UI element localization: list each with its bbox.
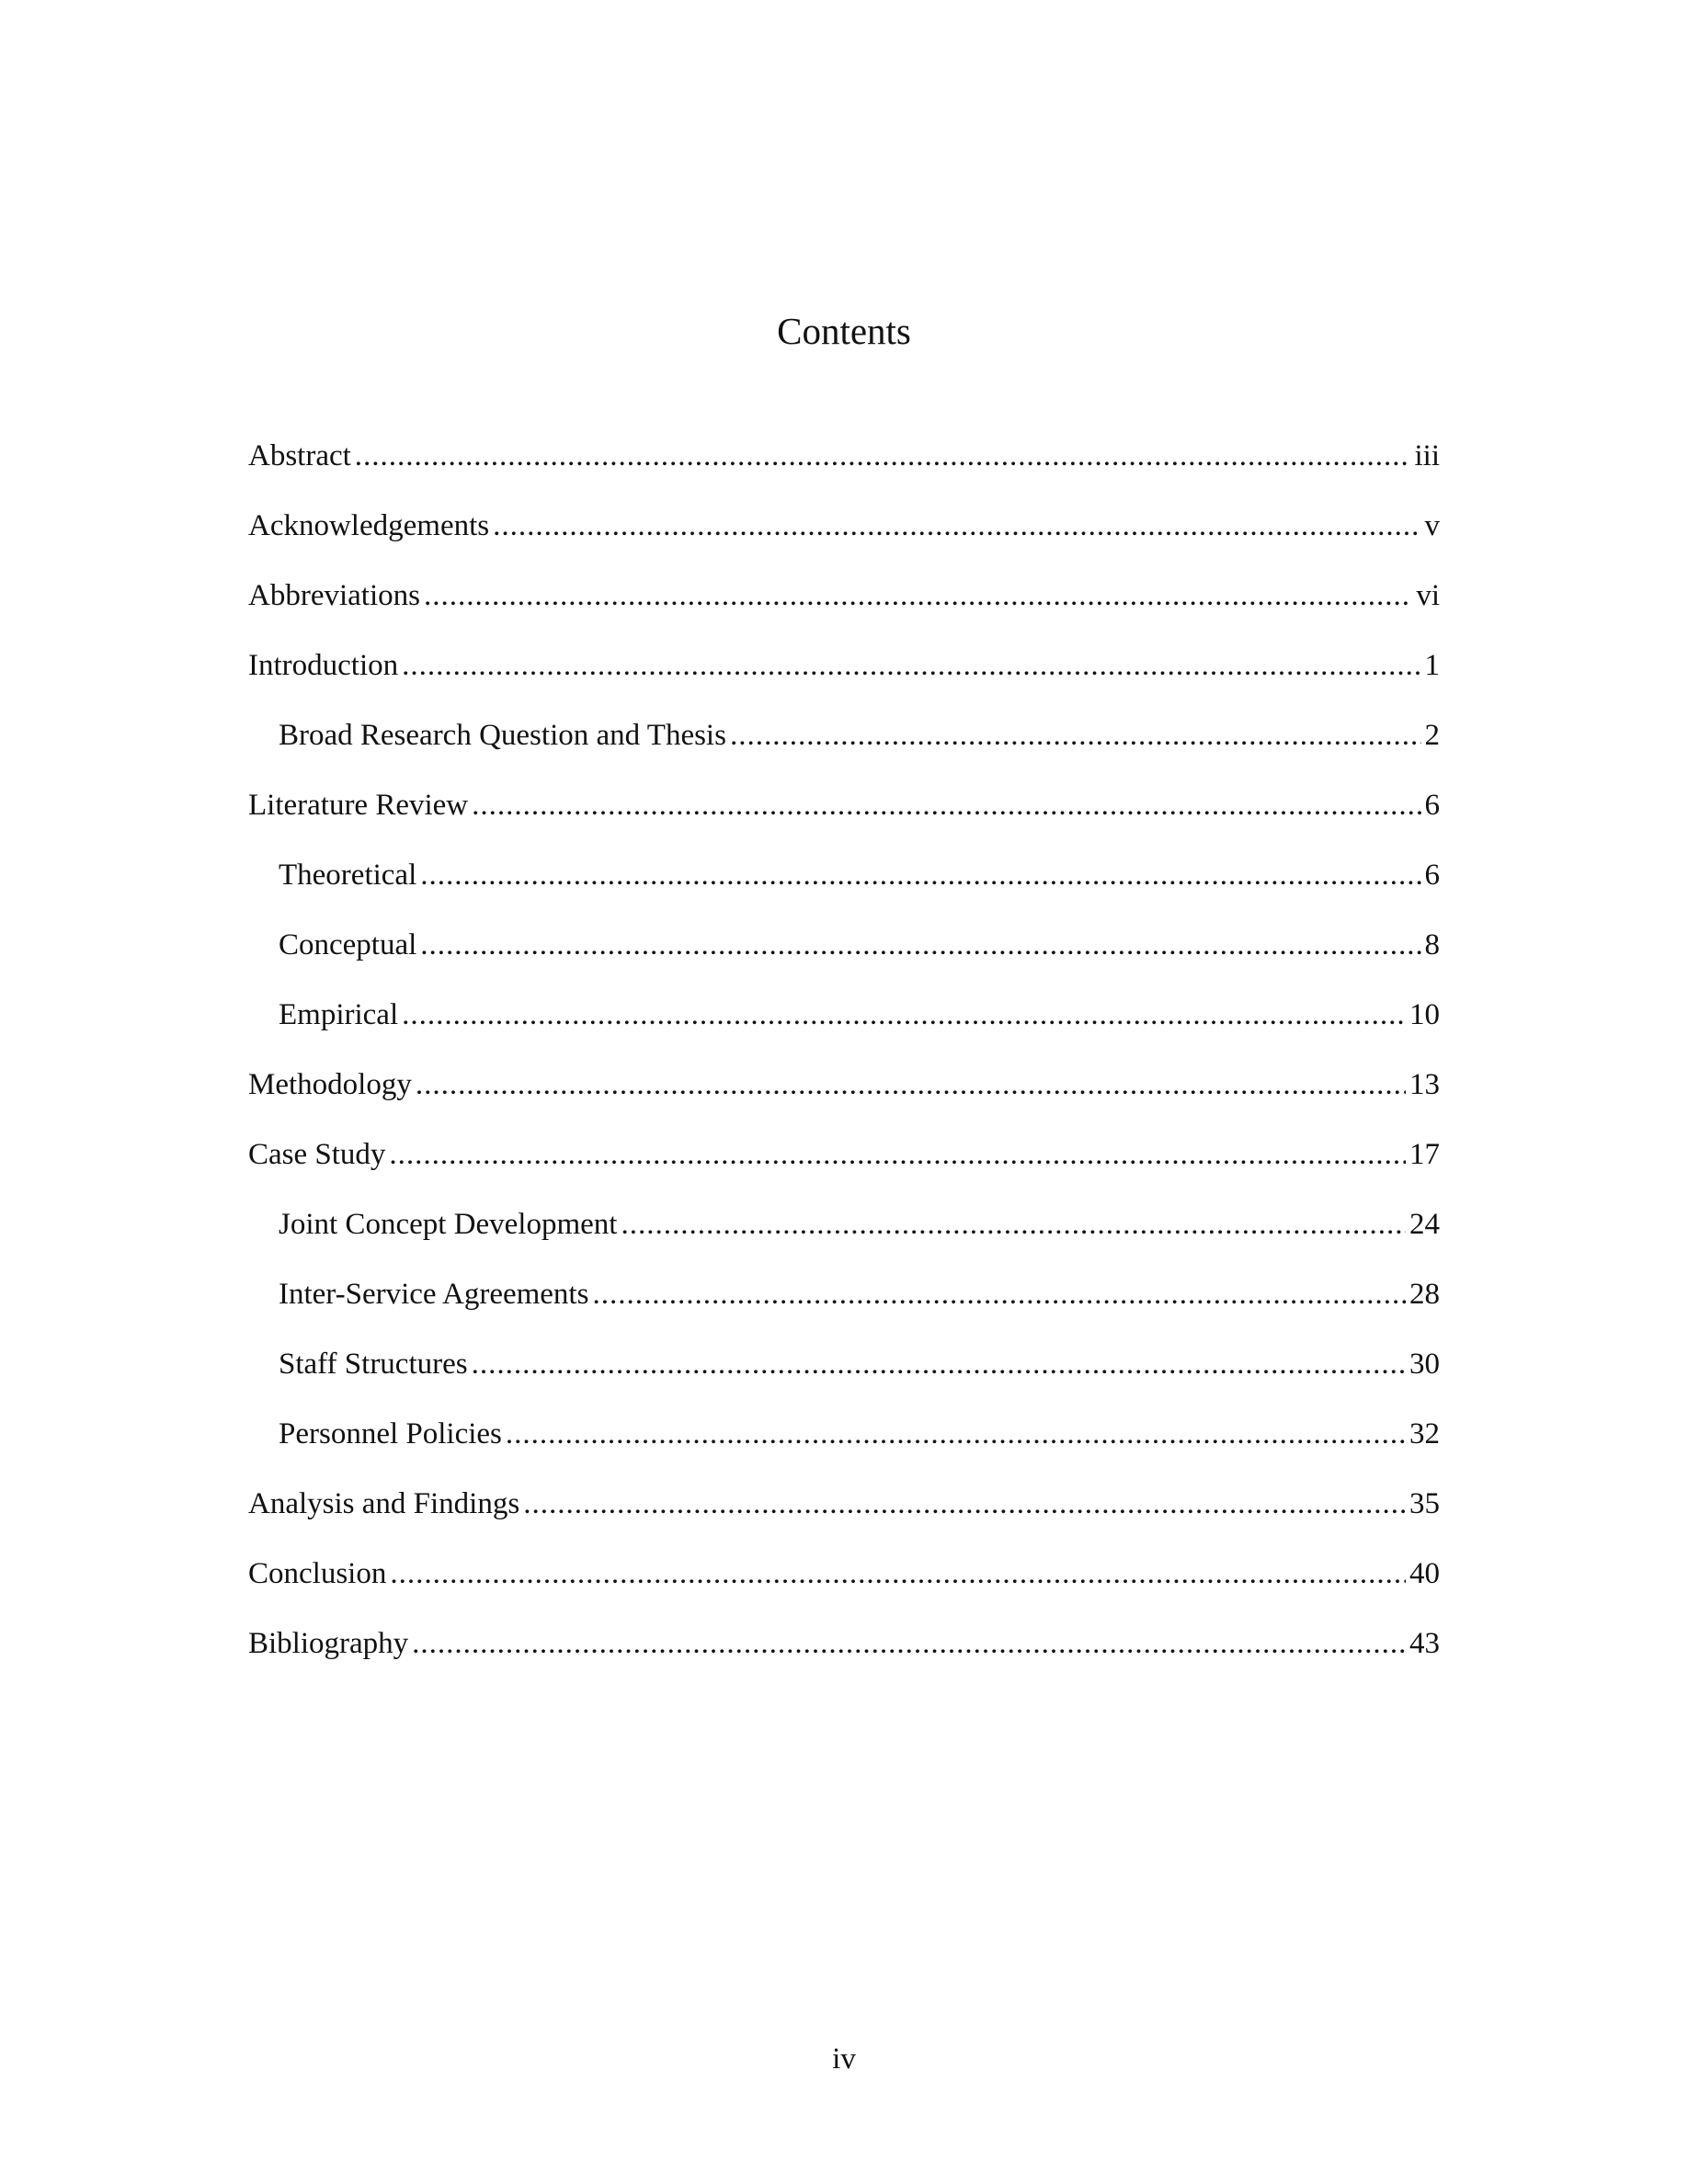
toc-entry-label: Personnel Policies xyxy=(279,1417,502,1450)
toc-dot-leader xyxy=(390,1553,1406,1594)
toc-dot-leader xyxy=(402,645,1420,686)
toc-entry[interactable] xyxy=(248,436,1440,506)
toc-dot-leader xyxy=(412,1623,1406,1664)
toc-entry-page: 6 xyxy=(1424,859,1440,892)
toc-entry[interactable] xyxy=(248,575,1440,645)
toc-subentry[interactable] xyxy=(248,925,1440,995)
toc-entry-label: Conclusion xyxy=(248,1557,387,1590)
toc-entry-label: Empirical xyxy=(279,998,399,1031)
toc-entry-page: 30 xyxy=(1409,1348,1440,1381)
toc-entry-label: Acknowledgements xyxy=(248,509,490,542)
toc-subentry[interactable] xyxy=(248,855,1440,925)
toc-entry[interactable] xyxy=(248,1134,1440,1204)
toc-subentry[interactable] xyxy=(248,1414,1440,1484)
table-of-contents xyxy=(248,436,1440,1693)
toc-entry-label: Abbreviations xyxy=(248,579,420,612)
toc-entry-page: 6 xyxy=(1424,789,1440,822)
toc-entry-page: 13 xyxy=(1409,1068,1440,1101)
toc-entry[interactable] xyxy=(248,1484,1440,1553)
toc-entry-label: Joint Concept Development xyxy=(279,1208,618,1241)
toc-subentry[interactable] xyxy=(248,1344,1440,1414)
toc-dot-leader xyxy=(506,1414,1406,1454)
toc-entry-label: Bibliography xyxy=(248,1627,409,1660)
toc-entry[interactable] xyxy=(248,1623,1440,1693)
toc-entry[interactable] xyxy=(248,645,1440,715)
toc-entry-label: Conceptual xyxy=(279,928,417,961)
toc-entry-page: 2 xyxy=(1424,719,1440,752)
toc-entry-page: 40 xyxy=(1409,1557,1440,1590)
toc-entry-page: 43 xyxy=(1409,1627,1440,1660)
toc-entry[interactable] xyxy=(248,1553,1440,1623)
toc-dot-leader xyxy=(402,995,1406,1035)
toc-entry-page: iii xyxy=(1414,439,1440,472)
toc-entry[interactable] xyxy=(248,506,1440,575)
page-number: iv xyxy=(832,2042,856,2076)
toc-dot-leader xyxy=(592,1274,1406,1314)
toc-dot-leader xyxy=(420,855,1420,895)
toc-entry-page: 17 xyxy=(1409,1138,1440,1171)
toc-dot-leader xyxy=(621,1204,1406,1245)
toc-dot-leader xyxy=(355,436,1411,476)
toc-entry-page: v xyxy=(1424,509,1440,542)
toc-dot-leader xyxy=(730,715,1421,756)
toc-entry-page: 1 xyxy=(1424,649,1440,682)
toc-entry-page: 24 xyxy=(1409,1208,1440,1241)
toc-entry-page: 35 xyxy=(1409,1487,1440,1520)
toc-subentry[interactable] xyxy=(248,995,1440,1064)
toc-entry-label: Introduction xyxy=(248,649,399,682)
toc-entry-label: Methodology xyxy=(248,1068,412,1101)
toc-entry-label: Analysis and Findings xyxy=(248,1487,520,1520)
toc-subentry[interactable] xyxy=(248,1204,1440,1274)
toc-entry-page: 28 xyxy=(1409,1278,1440,1311)
toc-entry-label: Broad Research Question and Thesis xyxy=(279,719,726,752)
toc-entry-page: 10 xyxy=(1409,998,1440,1031)
toc-dot-leader xyxy=(472,1344,1406,1384)
toc-dot-leader xyxy=(389,1134,1406,1175)
toc-dot-leader xyxy=(424,575,1412,616)
toc-entry-page: 32 xyxy=(1409,1417,1440,1450)
toc-entry[interactable] xyxy=(248,1064,1440,1134)
toc-dot-leader xyxy=(493,506,1420,546)
toc-entry[interactable] xyxy=(248,785,1440,855)
toc-dot-leader xyxy=(420,925,1420,965)
toc-entry-label: Abstract xyxy=(248,439,351,472)
toc-entry-label: Inter-Service Agreements xyxy=(279,1278,589,1311)
toc-entry-page: vi xyxy=(1416,579,1440,612)
page-title: Contents xyxy=(777,310,911,352)
toc-entry-label: Literature Review xyxy=(248,789,469,822)
toc-entry-label: Theoretical xyxy=(279,859,417,892)
toc-subentry[interactable] xyxy=(248,715,1440,785)
toc-dot-leader xyxy=(523,1484,1406,1524)
toc-dot-leader xyxy=(472,785,1420,825)
toc-dot-leader xyxy=(416,1064,1406,1105)
toc-entry-page: 8 xyxy=(1424,928,1440,961)
toc-subentry[interactable] xyxy=(248,1274,1440,1344)
toc-entry-label: Case Study xyxy=(248,1138,386,1171)
toc-entry-label: Staff Structures xyxy=(279,1348,468,1381)
